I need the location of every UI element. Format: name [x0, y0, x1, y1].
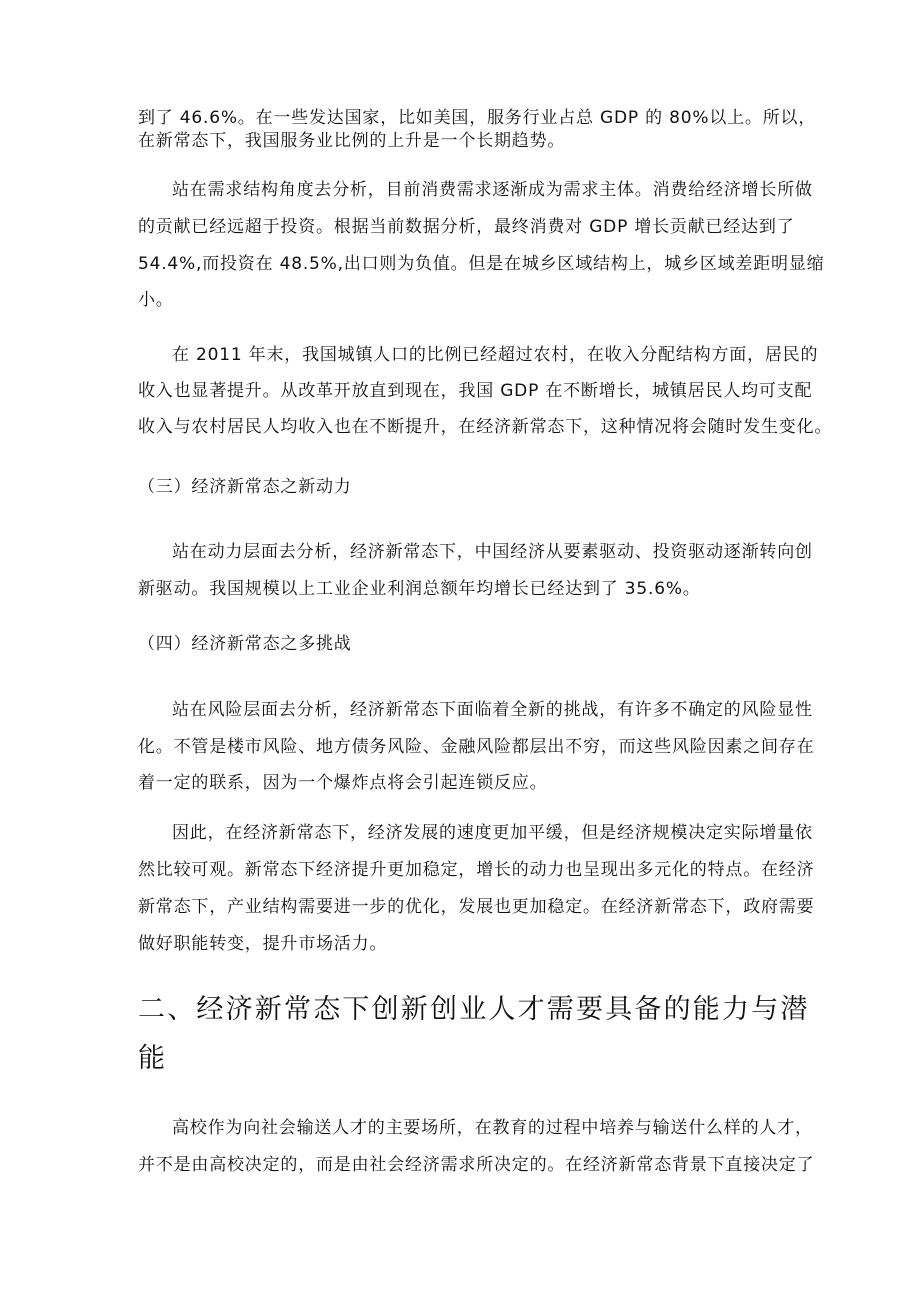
- text-line: 的贡献已经远超于投资。根据当前数据分析，最终消费对 GDP 增长贡献已经达到了: [138, 217, 795, 237]
- text-line: 做好职能转变，提升市场活力。: [138, 934, 388, 954]
- text-line: 化。不管是楼市风险、地方债务风险、金融风险都层出不穷，而这些风险因素之间存在: [138, 737, 815, 757]
- text-line: 在新常态下，我国服务业比例的上升是一个长期趋势。: [138, 131, 566, 151]
- subheading-challenges: （四）经济新常态之多挑战: [138, 634, 352, 654]
- text-line: 收入也显著提升。从改革开放直到现在，我国 GDP 在不断增长，城镇居民人均可支配: [138, 381, 813, 401]
- text-line: 到了 46.6%。在一些发达国家，比如美国，服务行业占总 GDP 的 80%以上。所以，: [138, 108, 817, 128]
- heading-line: 二、经济新常态下创新创业人才需要具备的能力与潜: [138, 994, 810, 1025]
- text-line: 在 2011 年末，我国城镇人口的比例已经超过农村，在收入分配结构方面，居民的: [172, 345, 819, 365]
- text-line: 54.4%,而投资在 48.5%,出口则为负值。但是在城乡区域结构上，城乡区域差距明显缩: [138, 254, 825, 274]
- text-line: 因此，在经济新常态下，经济发展的速度更加平缓，但是经济规模决定实际增量依: [172, 823, 813, 843]
- text-line: 新驱动。我国规模以上工业企业利润总额年均增长已经达到了 35.6%。: [138, 579, 701, 599]
- text-line: 小。: [138, 290, 174, 310]
- text-line: 新常态下，产业结构需要进一步的优化，发展也更加稳定。在经济新常态下，政府需要: [138, 897, 815, 917]
- text-line: 站在风险层面去分析，经济新常态下面临着全新的挑战，有许多不确定的风险显性: [172, 700, 813, 720]
- text-line: 并不是由高校决定的，而是由社会经济需求所决定的。在经济新常态背景下直接决定了: [138, 1155, 815, 1175]
- heading-line: 能: [138, 1043, 168, 1074]
- text-line: 然比较可观。新常态下经济提升更加稳定，增长的动力也呈现出多元化的特点。在经济: [138, 860, 815, 880]
- text-line: 收入与农村居民人均收入也在不断提升，在经济新常态下，这种情况将会随时发生变化。: [138, 417, 833, 437]
- text-line: 站在动力层面去分析，经济新常态下，中国经济从要素驱动、投资驱动逐渐转向创: [172, 542, 813, 562]
- text-line: 站在需求结构角度去分析，目前消费需求逐渐成为需求主体。消费给经济增长所做: [172, 180, 813, 200]
- subheading-new-momentum: （三）经济新常态之新动力: [138, 477, 352, 497]
- text-line: 高校作为向社会输送人才的主要场所，在教育的过程中培养与输送什么样的人才，: [172, 1118, 813, 1138]
- text-line: 着一定的联系，因为一个爆炸点将会引起连锁反应。: [138, 773, 548, 793]
